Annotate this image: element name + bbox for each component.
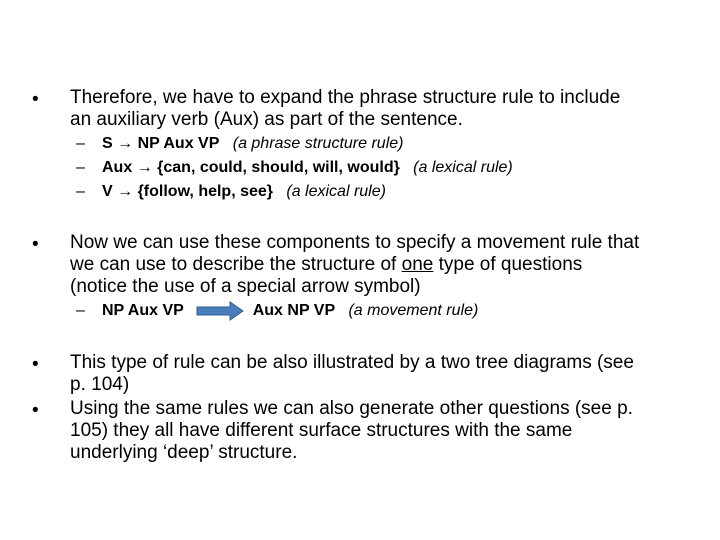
paragraph-4	[70, 398, 690, 464]
paragraph-3	[70, 352, 690, 396]
dash: –	[76, 159, 85, 176]
rule-rhs: {can, could, should, will, would}	[157, 159, 400, 176]
dash: –	[76, 183, 85, 200]
dash: –	[76, 135, 85, 152]
paragraph-4-line-3: underlying ‘deep’ structure.	[70, 442, 298, 463]
text-span: we can use to describe the structure of	[70, 254, 402, 275]
bullet-1: •	[32, 89, 39, 110]
paragraph-2	[70, 232, 690, 298]
paragraph-1-line-2: an auxiliary verb (Aux) as part of the sentence.	[70, 109, 463, 130]
arrow-icon: →	[117, 135, 134, 152]
paragraph-4-line-1: Using the same rules we can also generate other questions (see p.	[70, 398, 633, 419]
bullet-4: •	[32, 400, 39, 421]
rule-lhs: Aux	[102, 159, 133, 176]
rule-note: (a phrase structure rule)	[232, 135, 404, 152]
movement-from: NP Aux VP	[102, 302, 184, 319]
paragraph-2-line-2	[70, 254, 690, 276]
arrow-icon: →	[136, 159, 153, 176]
paragraph-1-line-1: Therefore, we have to expand the phrase structure rule to include	[70, 87, 621, 108]
underlined-word: one	[401, 254, 434, 275]
rule-note: (a lexical rule)	[286, 183, 386, 200]
rule-item	[76, 133, 403, 155]
arrow-icon: →	[117, 183, 134, 200]
rule-lhs: S	[102, 135, 113, 152]
paragraph-1	[70, 87, 690, 131]
rule-rhs: {follow, help, see}	[137, 183, 274, 200]
rule-lhs: V	[102, 183, 113, 200]
dash: –	[76, 302, 85, 319]
movement-to: Aux NP VP	[252, 302, 336, 319]
paragraph-3-line-1: This type of rule can be also illustrated by a two tree diagrams (see	[70, 352, 634, 373]
text-span: type of questions	[433, 254, 583, 275]
block-arrow-icon	[196, 301, 244, 321]
paragraph-4-line-2: 105) they all have different surface structures with the same	[70, 420, 573, 441]
bullet-3: •	[32, 354, 39, 375]
paragraph-2-line-3: (notice the use of a special arrow symbol)	[70, 276, 421, 297]
rule-rhs: NP Aux VP	[137, 135, 220, 152]
bullet-2: •	[32, 234, 39, 255]
rule-item	[76, 157, 513, 179]
movement-rule	[76, 300, 478, 322]
movement-note: (a movement rule)	[348, 302, 479, 319]
paragraph-2-line-1: Now we can use these components to specify a movement rule that	[70, 232, 640, 253]
rule-note: (a lexical rule)	[413, 159, 513, 176]
paragraph-3-line-2: p. 104)	[70, 374, 130, 395]
rule-item	[76, 181, 386, 203]
